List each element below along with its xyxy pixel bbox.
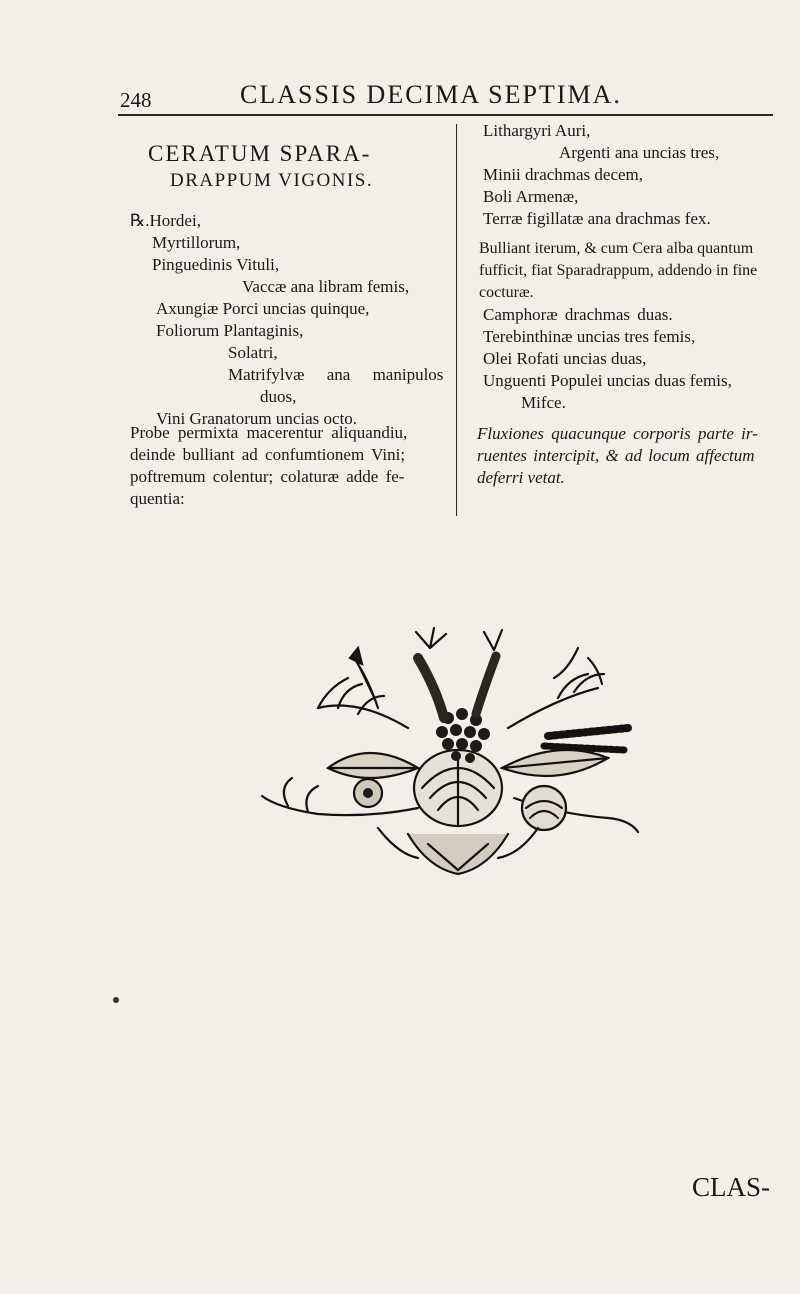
ingredient-line: Camphoræ drachmas duas. [483, 305, 673, 324]
paragraph-line: Bulliant iterum, & cum Cera alba quantum [479, 240, 754, 257]
recipe-title-line-2: DRAPPUM VIGONIS. [170, 170, 374, 191]
ingredient-line: Lithargyri Auri, [483, 121, 591, 140]
boiling-paragraph [479, 238, 779, 304]
paragraph-line: deinde bulliant ad confumtionem Vini; [130, 445, 406, 464]
ingredient-line: ℞.Hordei, [130, 211, 201, 230]
preparation-paragraph [130, 422, 446, 510]
ingredient-line: Olei Rofati uncias duas, [483, 349, 647, 368]
ingredient-line: Mifce. [521, 393, 566, 412]
header-rule [118, 114, 773, 116]
page-header [120, 80, 680, 114]
note-line: Fluxiones quacunque corporis parte ir- [477, 424, 758, 443]
recipe-title-line-1: CERATUM SPARA- [148, 141, 372, 166]
note-line: deferri vetat. [477, 468, 565, 487]
column-divider [456, 124, 457, 516]
ingredient-line: duos, [260, 387, 297, 406]
note-line: ruentes intercipit, & ad locum affectum [477, 446, 755, 465]
ingredient-line: Argenti ana uncias tres, [559, 143, 720, 162]
paragraph-line: poftremum colentur; colaturæ adde fe- [130, 467, 405, 486]
ingredients-list-1 [479, 118, 779, 230]
catchword: CLAS- [691, 1172, 770, 1202]
paragraph-line: cocturæ. [479, 284, 534, 301]
ingredient-line: Minii drachmas decem, [483, 165, 644, 184]
ingredients-list-2 [479, 304, 779, 424]
ingredient-line: Vaccæ ana libram femis, [242, 277, 410, 296]
running-head: CLASSIS DECIMA SEPTIMA. [240, 80, 622, 109]
paragraph-line: quentia: [130, 489, 185, 508]
right-column [477, 118, 779, 487]
ingredient-line: Terræ figillatæ ana drachmas fex. [483, 209, 711, 228]
page-number: 248 [120, 88, 152, 112]
ingredient-line: Axungiæ Porci uncias quinque, [156, 299, 370, 318]
ingredient-line: Solatri, [228, 343, 278, 362]
ink-dot [113, 997, 119, 1003]
left-column [130, 140, 448, 508]
ingredient-line: Foliorum Plantaginis, [156, 321, 304, 340]
ingredient-line: Pinguedinis Vituli, [152, 255, 280, 274]
floral-vignette-icon [258, 618, 642, 886]
ingredient-line: Terebinthinæ uncias tres femis, [483, 327, 696, 346]
recipe-ingredients [130, 210, 448, 428]
ingredient-line: Vini Granatorum uncias octo. [156, 409, 358, 428]
ingredient-line: Myrtillorum, [152, 233, 241, 252]
italic-note [477, 423, 779, 489]
ingredient-line: Boli Armenæ, [483, 187, 579, 206]
paragraph-line: fufficit, fiat Sparadrappum, addendo in fine [479, 262, 758, 279]
paragraph-line: Probe permixta macerentur aliquandiu, [130, 423, 408, 442]
ingredient-line: Unguenti Populei uncias duas femis, [483, 371, 732, 390]
ingredient-line: Matrifylvæ ana manipulos [228, 365, 444, 384]
